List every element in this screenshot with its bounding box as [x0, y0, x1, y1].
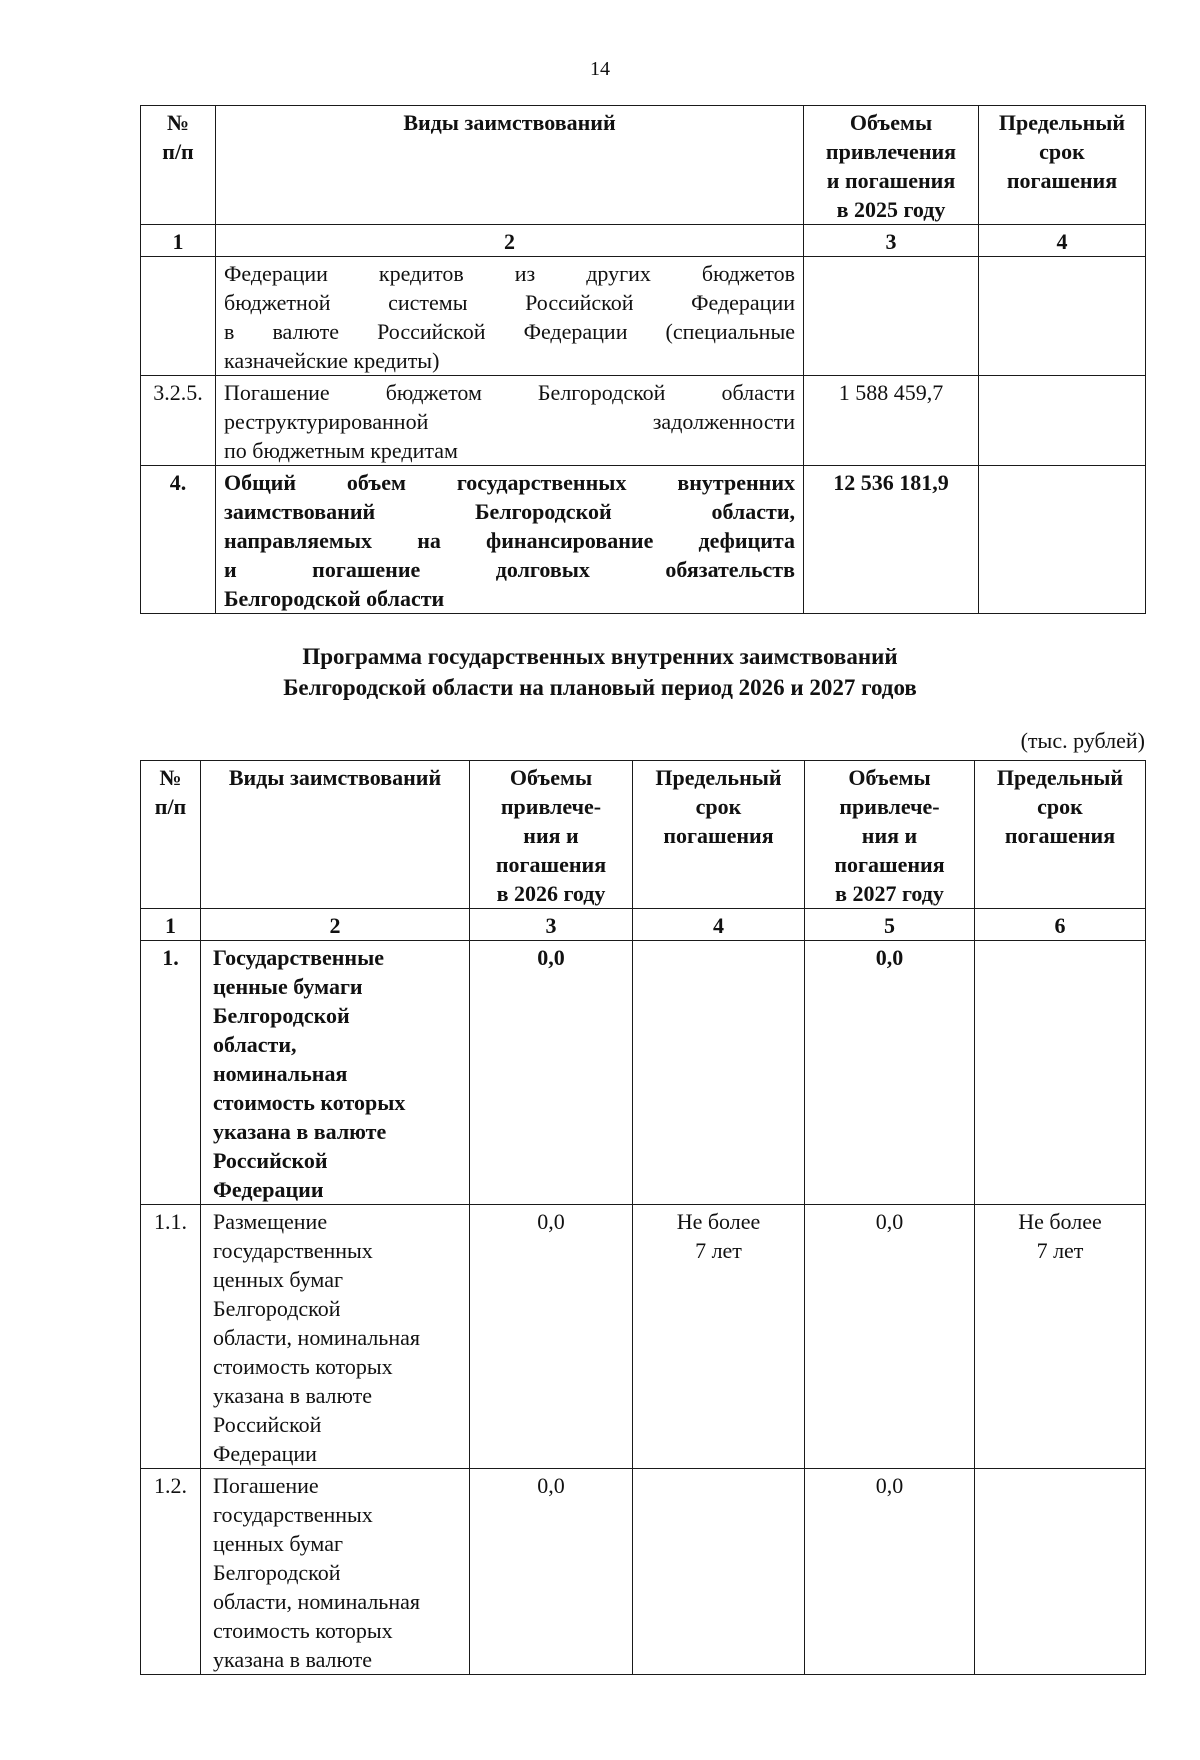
row-value-2027: 0,0 — [805, 1469, 975, 1675]
column-number: 5 — [805, 909, 975, 941]
column-number-row — [141, 909, 1146, 941]
row-term-2027 — [975, 1469, 1146, 1675]
table-row — [141, 1205, 1146, 1469]
row-value-2026: 0,0 — [470, 1469, 633, 1675]
header-volumes-2025: Объемы привлечения и погашения в 2025 году — [804, 106, 979, 225]
row-number: 1.1. — [141, 1205, 201, 1469]
table-row — [141, 257, 1146, 376]
row-term-2026 — [633, 941, 805, 1205]
column-number: 6 — [975, 909, 1146, 941]
column-number: 2 — [201, 909, 470, 941]
row-description: Федерации кредитов из других бюджетов бюджетной системы Российской Федерации в валюте Российской Федерации (специальные казначейские кредиты) — [216, 257, 804, 376]
row-term-2026 — [633, 1469, 805, 1675]
borrowings-table-2026-2027 — [140, 760, 1146, 1675]
column-number: 1 — [141, 225, 216, 257]
page-number: 14 — [590, 58, 610, 80]
row-description: Погашение бюджетом Белгородской области реструктурированной задолженности по бюджетным кредитам — [216, 376, 804, 466]
header-number: № п/п — [141, 106, 216, 225]
row-number: 3.2.5. — [141, 376, 216, 466]
row-term — [979, 376, 1146, 466]
row-description: Государственные ценные бумаги Белгородской области, номинальная стоимость которых указана в валюте Российской Федерации — [201, 941, 470, 1205]
header-repayment-term: Предельный срок погашения — [979, 106, 1146, 225]
row-term-2026: Не более 7 лет — [633, 1205, 805, 1469]
table-header-row — [141, 761, 1146, 909]
column-number: 4 — [979, 225, 1146, 257]
header-repayment-term-2027: Предельный срок погашения — [975, 761, 1146, 909]
column-number: 1 — [141, 909, 201, 941]
row-value-2026: 0,0 — [470, 941, 633, 1205]
row-term — [979, 257, 1146, 376]
table-row — [141, 466, 1146, 614]
row-number: 1.2. — [141, 1469, 201, 1675]
row-amount — [804, 257, 979, 376]
column-number: 3 — [470, 909, 633, 941]
row-number — [141, 257, 216, 376]
header-volumes-2026: Объемы привлече- ния и погашения в 2026 году — [470, 761, 633, 909]
column-number-row — [141, 225, 1146, 257]
row-value-2027: 0,0 — [805, 1205, 975, 1469]
table-row — [141, 1469, 1146, 1675]
row-description: Общий объем государственных внутренних заимствований Белгородской области, направляемых на финансирование дефицита и погашение долговых обязательств Белгородской области — [216, 466, 804, 614]
row-term-2027: Не более 7 лет — [975, 1205, 1146, 1469]
table-row — [141, 941, 1146, 1205]
column-number: 4 — [633, 909, 805, 941]
units-label: (тыс. рублей) — [1020, 728, 1145, 753]
header-volumes-2027: Объемы привлече- ния и погашения в 2027 году — [805, 761, 975, 909]
header-repayment-term-2026: Предельный срок погашения — [633, 761, 805, 909]
header-borrowing-types: Виды заимствований — [201, 761, 470, 909]
section-title-line-1: Программа государственных внутренних заимствований — [302, 644, 898, 669]
row-description: Погашение государственных ценных бумаг Белгородской области, номинальная стоимость которых указана в валюте — [201, 1469, 470, 1675]
borrowings-table-2025 — [140, 105, 1146, 614]
column-number: 3 — [804, 225, 979, 257]
column-number: 2 — [216, 225, 804, 257]
row-description: Размещение государственных ценных бумаг Белгородской области, номинальная стоимость которых указана в валюте Российской Федерации — [201, 1205, 470, 1469]
row-number: 4. — [141, 466, 216, 614]
header-number: № п/п — [141, 761, 201, 909]
row-value-2027: 0,0 — [805, 941, 975, 1205]
row-term-2027 — [975, 941, 1146, 1205]
row-amount: 12 536 181,9 — [804, 466, 979, 614]
row-number: 1. — [141, 941, 201, 1205]
table-row — [141, 376, 1146, 466]
row-amount: 1 588 459,7 — [804, 376, 979, 466]
header-borrowing-types: Виды заимствований — [216, 106, 804, 225]
section-title-line-2: Белгородской области на плановый период 2026 и 2027 годов — [283, 675, 917, 700]
table-header-row — [141, 106, 1146, 225]
row-term — [979, 466, 1146, 614]
row-value-2026: 0,0 — [470, 1205, 633, 1469]
